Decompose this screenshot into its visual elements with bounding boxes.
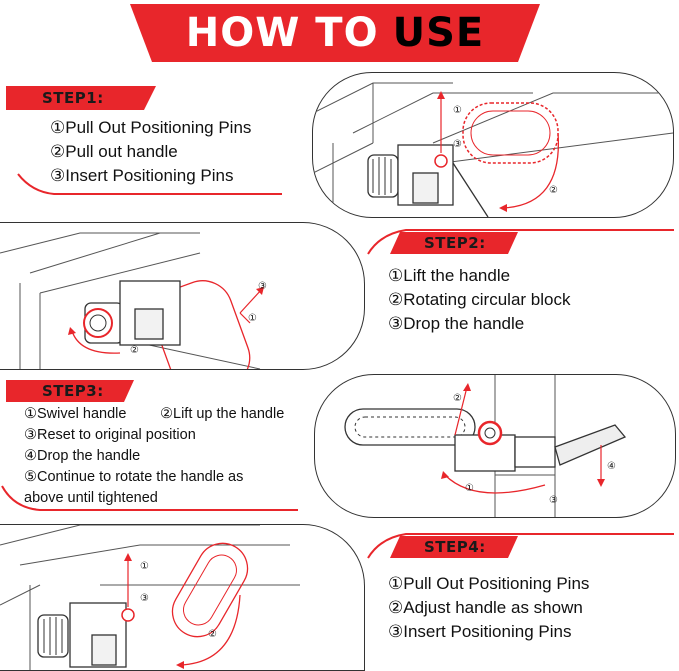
step1-marker-3: ③	[453, 139, 462, 150]
step4-item-1: ①Pull Out Positioning Pins	[388, 574, 590, 593]
step4-marker-2: ②	[208, 629, 217, 640]
step4-drawing	[0, 525, 364, 670]
step3-item-1: ①Swivel handle	[24, 406, 127, 422]
step4-marker-1: ①	[140, 561, 149, 572]
step3-marker-4: ④	[607, 461, 616, 472]
step2-item-3: ③Drop the handle	[388, 314, 525, 333]
page-title	[130, 6, 540, 60]
step3-item-4: ④Drop the handle	[24, 448, 141, 464]
step1-illustration	[312, 72, 674, 218]
step2-item-1: ①Lift the handle	[388, 266, 511, 285]
step4-illustration	[0, 524, 365, 671]
step2-marker-1: ①	[248, 313, 257, 324]
step3-drawing	[315, 375, 675, 517]
step3-item-3: ③Reset to original position	[24, 427, 196, 443]
step3-item-2: ②Lift up the handle	[160, 406, 285, 422]
step1-drawing	[313, 73, 673, 217]
step3-item-5: ⑤Continue to rotate the handle as	[24, 469, 244, 485]
step3-illustration	[314, 374, 676, 518]
title-part-use: USE	[392, 10, 485, 56]
step2-item-2: ②Rotating circular block	[388, 290, 571, 309]
step1-marker-2: ②	[549, 185, 558, 196]
step4-item-3: ③Insert Positioning Pins	[388, 622, 572, 641]
step2-label: STEP2:	[424, 234, 486, 252]
step1-label: STEP1:	[42, 89, 104, 107]
step4-marker-3: ③	[140, 593, 149, 604]
step3-label: STEP3:	[42, 382, 104, 400]
step1-marker-1: ①	[453, 105, 462, 116]
step3-marker-1: ①	[465, 483, 474, 494]
step4-label: STEP4:	[424, 538, 486, 556]
step2-marker-3: ③	[258, 281, 267, 292]
step3-item-6: above until tightened	[24, 490, 158, 506]
step1-item-1: ①Pull Out Positioning Pins	[50, 118, 252, 137]
step2-drawing	[0, 223, 364, 369]
step1-underline	[14, 170, 284, 200]
step4-item-2: ②Adjust handle as shown	[388, 598, 583, 617]
step2-marker-2: ②	[130, 345, 139, 356]
step3-underline	[0, 484, 300, 516]
title-part-how-to: HOW TO	[185, 10, 379, 56]
step3-marker-3: ③	[549, 495, 558, 506]
step1-item-3: ③Insert Positioning Pins	[50, 166, 234, 185]
step1-item-2: ②Pull out handle	[50, 142, 178, 161]
step2-illustration	[0, 222, 365, 370]
step3-marker-2: ②	[453, 393, 462, 404]
